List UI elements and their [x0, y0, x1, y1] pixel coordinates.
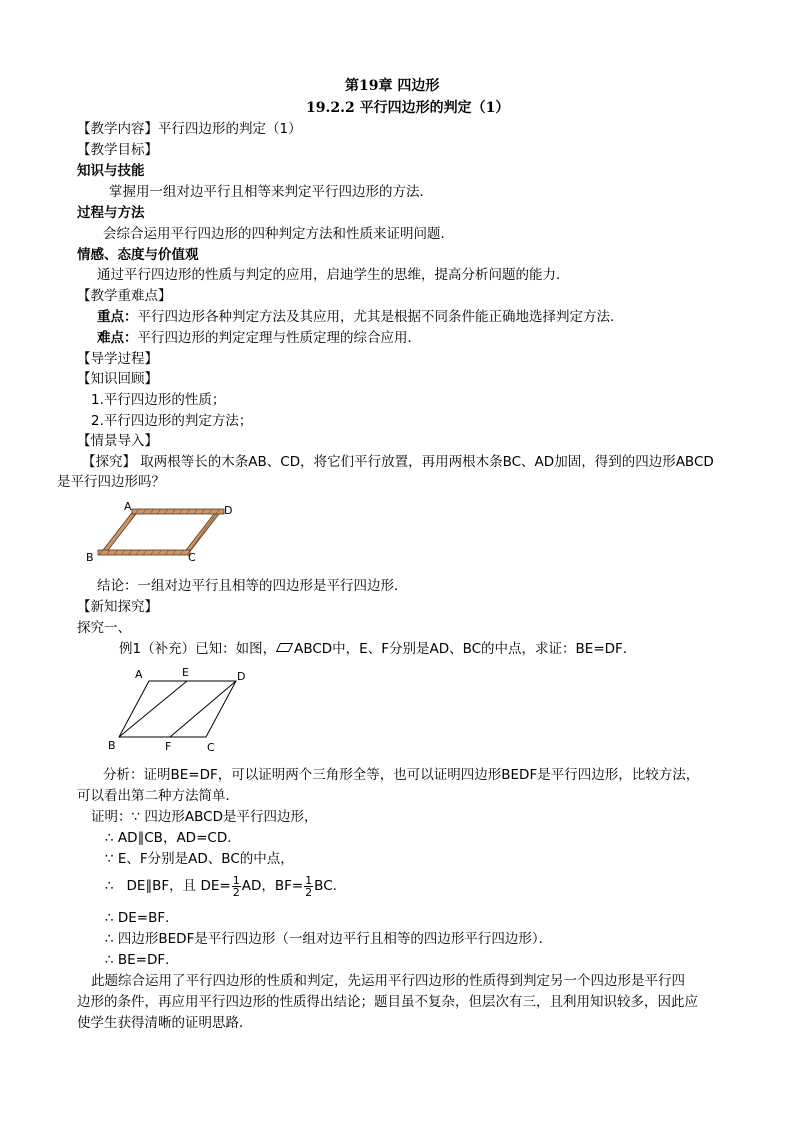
summary-line-2: 边形的条件，再应用平行四边形的性质得出结论；题目虽不复杂，但层次有三，且利用知识较多，因此应: [77, 994, 698, 1010]
explore-one: 探究一、: [77, 620, 131, 636]
difficulty: [97, 328, 421, 348]
stick-ab: [100, 510, 139, 554]
label-b: B: [86, 551, 94, 564]
proof-line-5: ∴ DE=BF．: [105, 910, 179, 926]
process-text: 会综合运用平行四边形的四种判定方法和性质来证明问题．: [103, 226, 454, 242]
teaching-goals-heading: 【教学目标】: [77, 142, 158, 158]
summary-line-3: 使学生获得清晰的证明思路．: [77, 1015, 253, 1031]
difficulty-text: 平行四边形的判定定理与性质定理的综合应用．: [137, 330, 421, 346]
stick-ad: [132, 509, 224, 514]
stick-bc: [98, 550, 190, 555]
example-suffix: ABCD中，E、F分别是AD、BC的中点，求证：BE=DF．: [294, 641, 637, 657]
fraction-one-half: [232, 875, 241, 898]
label-a2: A: [135, 668, 143, 681]
new-knowledge-heading: 【新知探究】: [77, 599, 158, 615]
label-c2: C: [207, 741, 215, 754]
proof-line-2: ∴ AD∥CB，AD=CD．: [105, 830, 241, 846]
key-point-text: 平行四边形各种判定方法及其应用，尤其是根据不同条件能正确地选择判定方法．: [137, 309, 624, 325]
fraction-numerator: 1: [232, 873, 240, 887]
proof-line-3: ∵ E、F分别是AD、BC的中点，: [105, 851, 294, 867]
conclusion: 结论：一组对边平行且相等的四边形是平行四边形．: [97, 578, 408, 594]
knowledge-text: 掌握用一组对边平行且相等来判定平行四边形的方法．: [109, 184, 433, 200]
stick-cd: [183, 510, 222, 554]
label-f2: F: [165, 740, 172, 753]
chapter-title: 第19章 四边形: [345, 78, 440, 94]
section-title: 19.2.2 平行四边形的判定（1）: [306, 100, 510, 116]
key-point-label: 重点：: [97, 309, 138, 325]
review-item-2: 2.平行四边形的判定方法；: [91, 413, 253, 429]
therefore-symbol: ∴: [105, 878, 114, 894]
teaching-content: 【教学内容】平行四边形的判定（1）: [77, 121, 302, 137]
scene-heading: 【情景导入】: [77, 433, 158, 449]
process-heading: 过程与方法: [77, 205, 145, 221]
guide-heading: 【导学过程】: [77, 351, 158, 367]
example-prefix: 例1（补充）已知：如图，: [119, 641, 277, 657]
segment-be: [119, 681, 187, 737]
fraction-denominator: 2: [232, 885, 240, 899]
parallelogram-abcd-figure: [100, 664, 260, 756]
label-e2: E: [182, 666, 189, 679]
review-item-1: 1.平行四边形的性质；: [91, 392, 226, 408]
summary-line-1: 此题综合运用了平行四边形的性质和判定，先运用平行四边形的性质得到判定另一个四边形是平行四: [91, 973, 685, 989]
proof-line-1: 证明：∵ 四边形ABCD是平行四边形，: [91, 809, 318, 825]
attitude-text: 通过平行四边形的性质与判定的应用，启迪学生的思维，提高分析问题的能力．: [97, 267, 570, 283]
attitude-heading: 情感、态度与价值观: [77, 247, 199, 263]
example-1: [119, 639, 636, 659]
label-a: A: [124, 500, 132, 513]
proof-line-6: ∴ 四边形BEDF是平行四边形（一组对边平行且相等的四边形平行四边形）．: [105, 931, 553, 947]
key-point: [97, 307, 624, 327]
review-heading: 【知识回顾】: [77, 371, 158, 387]
knowledge-heading: 知识与技能: [77, 163, 145, 179]
analysis-line-1: 分析：证明BE=DF，可以证明两个三角形全等，也可以证明四边形BEDF是平行四边形，比较方法，: [103, 767, 700, 783]
proof-line-4-b: AD，BF=: [241, 878, 304, 894]
key-points-heading: 【教学重难点】: [77, 288, 172, 304]
difficulty-label: 难点：: [97, 330, 138, 346]
analysis-line-2: 可以看出第二种方法简单．: [77, 788, 239, 804]
proof-line-4: [105, 873, 346, 899]
fraction-denominator-2: 2: [305, 885, 313, 899]
proof-line-7: ∴ BE=DF．: [105, 952, 179, 968]
parallelogram-icon: [276, 643, 293, 652]
explore-line-2: 是平行四边形吗？: [57, 474, 165, 490]
label-b2: B: [108, 739, 116, 752]
proof-line-4-a: DE∥BF，且 DE=: [126, 878, 231, 894]
fraction-numerator-2: 1: [305, 873, 313, 887]
label-d: D: [224, 504, 233, 517]
label-c: C: [188, 551, 196, 564]
explore-line-1: 【探究】 取两根等长的木条AB、CD，将它们平行放置，再用两根木条BC、AD加固，得到的四边形ABCD: [82, 454, 714, 470]
fraction-one-half-2: [304, 875, 313, 898]
wooden-parallelogram-figure: [80, 498, 250, 566]
proof-line-4-c: BC．: [314, 878, 347, 894]
segment-df: [170, 681, 236, 737]
label-d2: D: [237, 670, 246, 683]
